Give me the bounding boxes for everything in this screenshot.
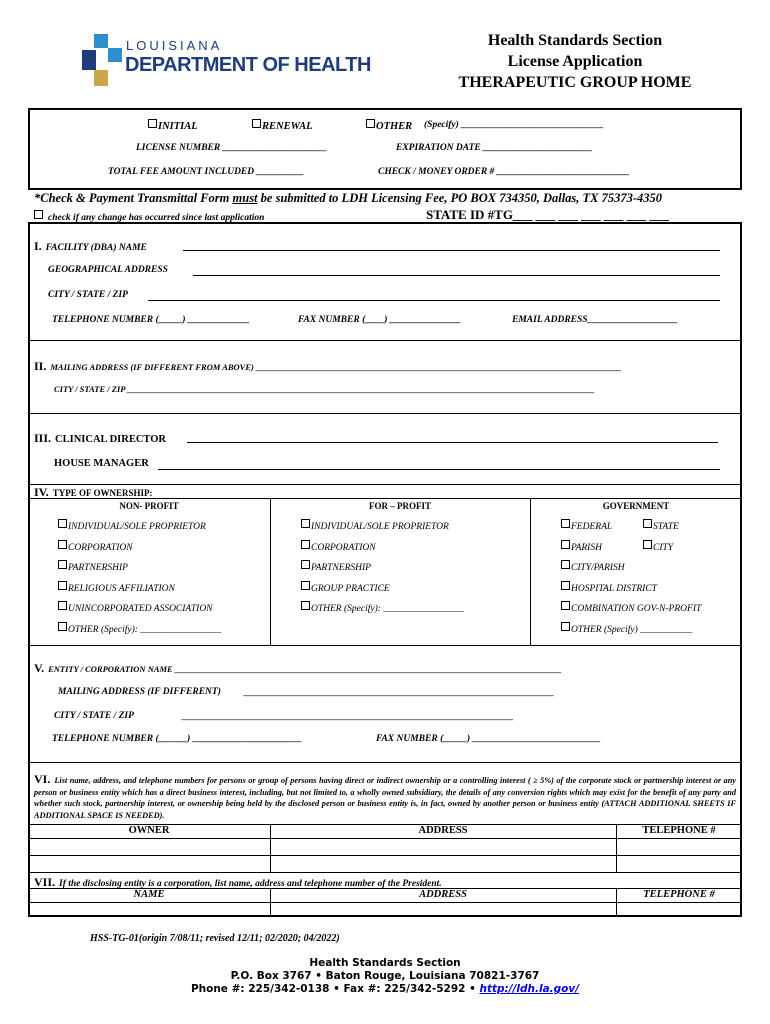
owner-header: OWNER (128, 825, 170, 836)
house-manager-label: HOUSE MANAGER (54, 458, 149, 469)
np-individual-checkbox[interactable] (58, 519, 206, 532)
option-label: INDIVIDUAL/SOLE PROPRIETOR (68, 522, 206, 532)
section-3-number: III. (34, 431, 52, 445)
np-corporation-checkbox[interactable] (58, 540, 133, 553)
footer-phone-fax: Phone #: 225/342-0138 • Fax #: 225/342-5292 • (190, 983, 480, 995)
divider (28, 762, 742, 763)
divider (28, 340, 742, 341)
section-1-number: I. (34, 239, 42, 253)
logo-state: LOUISIANA (126, 38, 223, 53)
np-other-checkbox[interactable] (58, 622, 221, 635)
notice-pre: *Check & Payment Transmittal Form (34, 191, 233, 205)
owner-row-2[interactable] (28, 856, 742, 872)
president-name-header: NAME (133, 889, 165, 900)
gov-city-parish-checkbox[interactable] (561, 560, 625, 573)
option-label: OTHER (Specify) ___________ (571, 625, 693, 635)
notice-post: be submitted to LDH Licensing Fee, PO BOX 734350, Dallas, TX 75373-4350 (257, 191, 663, 205)
gov-federal-checkbox[interactable] (561, 519, 612, 532)
ownership-type-text: TYPE OF OWNERSHIP: (52, 488, 153, 498)
column-divider (530, 498, 531, 645)
fp-other-checkbox[interactable] (301, 601, 464, 614)
gov-city-checkbox[interactable] (643, 540, 673, 553)
government-header: GOVERNMENT (602, 501, 670, 511)
option-label: RELIGIOUS AFFILIATION (68, 584, 175, 594)
section-2-number: II. (34, 359, 47, 373)
state-id-field[interactable]: STATE ID #TG___ ___ ___ ___ ___ ___ ___ (426, 207, 669, 222)
mailing-city-field[interactable]: CITY / STATE / ZIP ______________________________________________________________________________________________________________ (54, 384, 595, 394)
expiration-date-field[interactable]: EXPIRATION DATE _______________________ (396, 143, 593, 153)
nonprofit-header: NON- PROFIT (119, 501, 179, 511)
option-label: INDIVIDUAL/SOLE PROPRIETOR (311, 522, 449, 532)
gov-hospital-district-checkbox[interactable] (561, 581, 657, 594)
notice-must: must (232, 191, 258, 205)
facility-city-label: CITY / STATE / ZIP (48, 290, 128, 300)
option-label: UNINCORPORATED ASSOCIATION (68, 604, 213, 614)
other-label: OTHER (376, 121, 413, 132)
house-manager-input[interactable] (158, 469, 720, 470)
ldh-cross-icon (82, 34, 122, 86)
option-label: COMBINATION GOV-N-PROFIT (571, 604, 702, 614)
facility-name-text: FACILITY (DBA) NAME (45, 243, 147, 253)
option-label: CORPORATION (311, 543, 376, 553)
clinical-director-input[interactable] (187, 442, 718, 443)
option-label: PARTNERSHIP (68, 563, 128, 573)
option-label: FEDERAL (571, 522, 613, 532)
facility-name-label (34, 239, 147, 254)
license-number-field[interactable]: LICENSE NUMBER ______________________ (136, 143, 328, 153)
entity-mailing-label: MAILING ADDRESS (IF DIFFERENT) (58, 687, 221, 697)
ownership-header-line (28, 498, 742, 499)
gov-combination-checkbox[interactable] (561, 601, 701, 614)
forprofit-header: FOR – PROFIT (369, 501, 431, 511)
entity-name-field[interactable] (34, 661, 562, 676)
fp-corporation-checkbox[interactable] (301, 540, 376, 553)
disclosure-body: List name, address, and telephone numbers for persons or group of persons having direct or indirect ownership or a controlling interest ( ≥ 5%) of the corporate stock or partnership interest or any person or business entity which has a direct business interest, including, but not limited to, a wholly owned subsidiary, the details of any conversion rights which may exist for the benefit of any party and whether such stock, partnership interest, or ownership being held by the disclosed person or business entity is, in fact, owned by another person or business entity (ATTACH ADDITIONAL SHEETS IF ADDITIONAL SPACE IS NEEDED). (34, 776, 736, 820)
divider (28, 645, 742, 646)
ldh-logo (82, 34, 371, 88)
option-label: PARTNERSHIP (311, 563, 371, 573)
footer-address: P.O. Box 3767 • Baton Rouge, Louisiana 70821-3767 (230, 970, 540, 982)
entity-phone-field[interactable]: TELEPHONE NUMBER (______) _______________________ (52, 734, 302, 744)
section-5-number: V. (34, 661, 45, 675)
mailing-address-text: MAILING ADDRESS (IF DIFFERENT FROM ABOVE) ______________________________________________________________________________________ (50, 362, 622, 372)
option-label: CITY/PARISH (571, 563, 625, 573)
entity-mailing-input[interactable]: _________________________________________________________________________ (244, 687, 555, 697)
option-label: STATE (653, 522, 679, 532)
entity-city-input[interactable]: ______________________________________________________________________________ (182, 711, 514, 721)
option-label: OTHER (Specify): _________________ (68, 625, 222, 635)
website-link[interactable]: http://ldh.la.gov/ (479, 983, 580, 995)
gov-parish-checkbox[interactable] (561, 540, 602, 553)
fp-partnership-checkbox[interactable] (301, 560, 371, 573)
entity-city-label: CITY / STATE / ZIP (54, 711, 134, 721)
footer-section: Health Standards Section (309, 957, 461, 969)
owner-address-header: ADDRESS (418, 825, 468, 836)
np-unincorporated-checkbox[interactable] (58, 601, 213, 614)
other-specify-field[interactable]: (Specify) ______________________________ (424, 120, 604, 130)
gov-other-checkbox[interactable] (561, 622, 692, 635)
facility-name-input[interactable] (183, 250, 720, 251)
logo-dept: DEPARTMENT OF HEALTH (125, 54, 371, 76)
facility-city-input[interactable] (148, 300, 720, 301)
mailing-address-field[interactable] (34, 359, 621, 374)
option-label: CITY (653, 543, 674, 553)
ownership-disclosure-text (34, 774, 736, 821)
gov-state-checkbox[interactable] (643, 519, 679, 532)
fp-group-practice-checkbox[interactable] (301, 581, 390, 594)
np-partnership-checkbox[interactable] (58, 560, 128, 573)
other-checkbox[interactable] (366, 119, 412, 132)
section-6-number: VI. (34, 772, 51, 786)
facility-email-field[interactable]: EMAIL ADDRESS___________________ (512, 315, 678, 325)
np-religious-checkbox[interactable] (58, 581, 175, 594)
geo-address-input[interactable] (193, 275, 720, 276)
entity-name-text: ENTITY / CORPORATION NAME ___________________________________________________________________________________________ (48, 664, 562, 674)
header-form-name: License Application (507, 53, 643, 70)
geo-address-label: GEOGRAPHICAL ADDRESS (48, 265, 168, 275)
header-section: Health Standards Section (487, 32, 663, 49)
president-text: If the disclosing entity is a corporation, list name, address and telephone number of the President. (59, 879, 442, 889)
renewal-label: RENEWAL (262, 121, 313, 132)
section-4-number: IV. (34, 485, 49, 499)
payment-notice (34, 191, 662, 206)
divider (28, 413, 742, 414)
clinical-director-label (34, 431, 166, 446)
column-divider (270, 498, 271, 645)
section-7-number: VII. (34, 875, 56, 889)
table-line (28, 872, 742, 873)
option-label: GROUP PRACTICE (311, 584, 390, 594)
footer-contact (0, 983, 770, 995)
change-label: check if any change has occurred since last application (48, 213, 265, 223)
option-label: CORPORATION (68, 543, 133, 553)
president-phone-header: TELEPHONE # (643, 889, 715, 900)
total-fee-field[interactable]: TOTAL FEE AMOUNT INCLUDED __________ (108, 167, 304, 177)
facility-phone-field[interactable]: TELEPHONE NUMBER (_____) _____________ (52, 315, 250, 325)
header-facility-type: THERAPEUTIC GROUP HOME (458, 74, 692, 91)
form-revision: HSS-TG-01(origin 7/08/11; revised 12/11; 02/2020; 04/2022) (90, 933, 340, 944)
owner-phone-header: TELEPHONE # (642, 825, 716, 836)
entity-fax-field[interactable]: FAX NUMBER (_____) ___________________________ (376, 734, 601, 744)
president-address-header: ADDRESS (419, 889, 467, 900)
owner-row-1[interactable] (28, 839, 742, 855)
facility-fax-field[interactable]: FAX NUMBER (____) _______________ (298, 315, 462, 325)
check-money-order-field[interactable]: CHECK / MONEY ORDER # ____________________________ (378, 167, 630, 177)
initial-label: INITIAL (158, 121, 198, 132)
renewal-checkbox[interactable] (252, 119, 313, 132)
option-label: HOSPITAL DISTRICT (571, 584, 657, 594)
option-label: OTHER (Specify): _________________ (311, 604, 465, 614)
president-row[interactable] (28, 903, 742, 916)
clinical-director-text: CLINICAL DIRECTOR (55, 434, 166, 445)
initial-checkbox[interactable] (148, 119, 198, 132)
option-label: PARISH (571, 543, 602, 553)
fp-individual-checkbox[interactable] (301, 519, 449, 532)
